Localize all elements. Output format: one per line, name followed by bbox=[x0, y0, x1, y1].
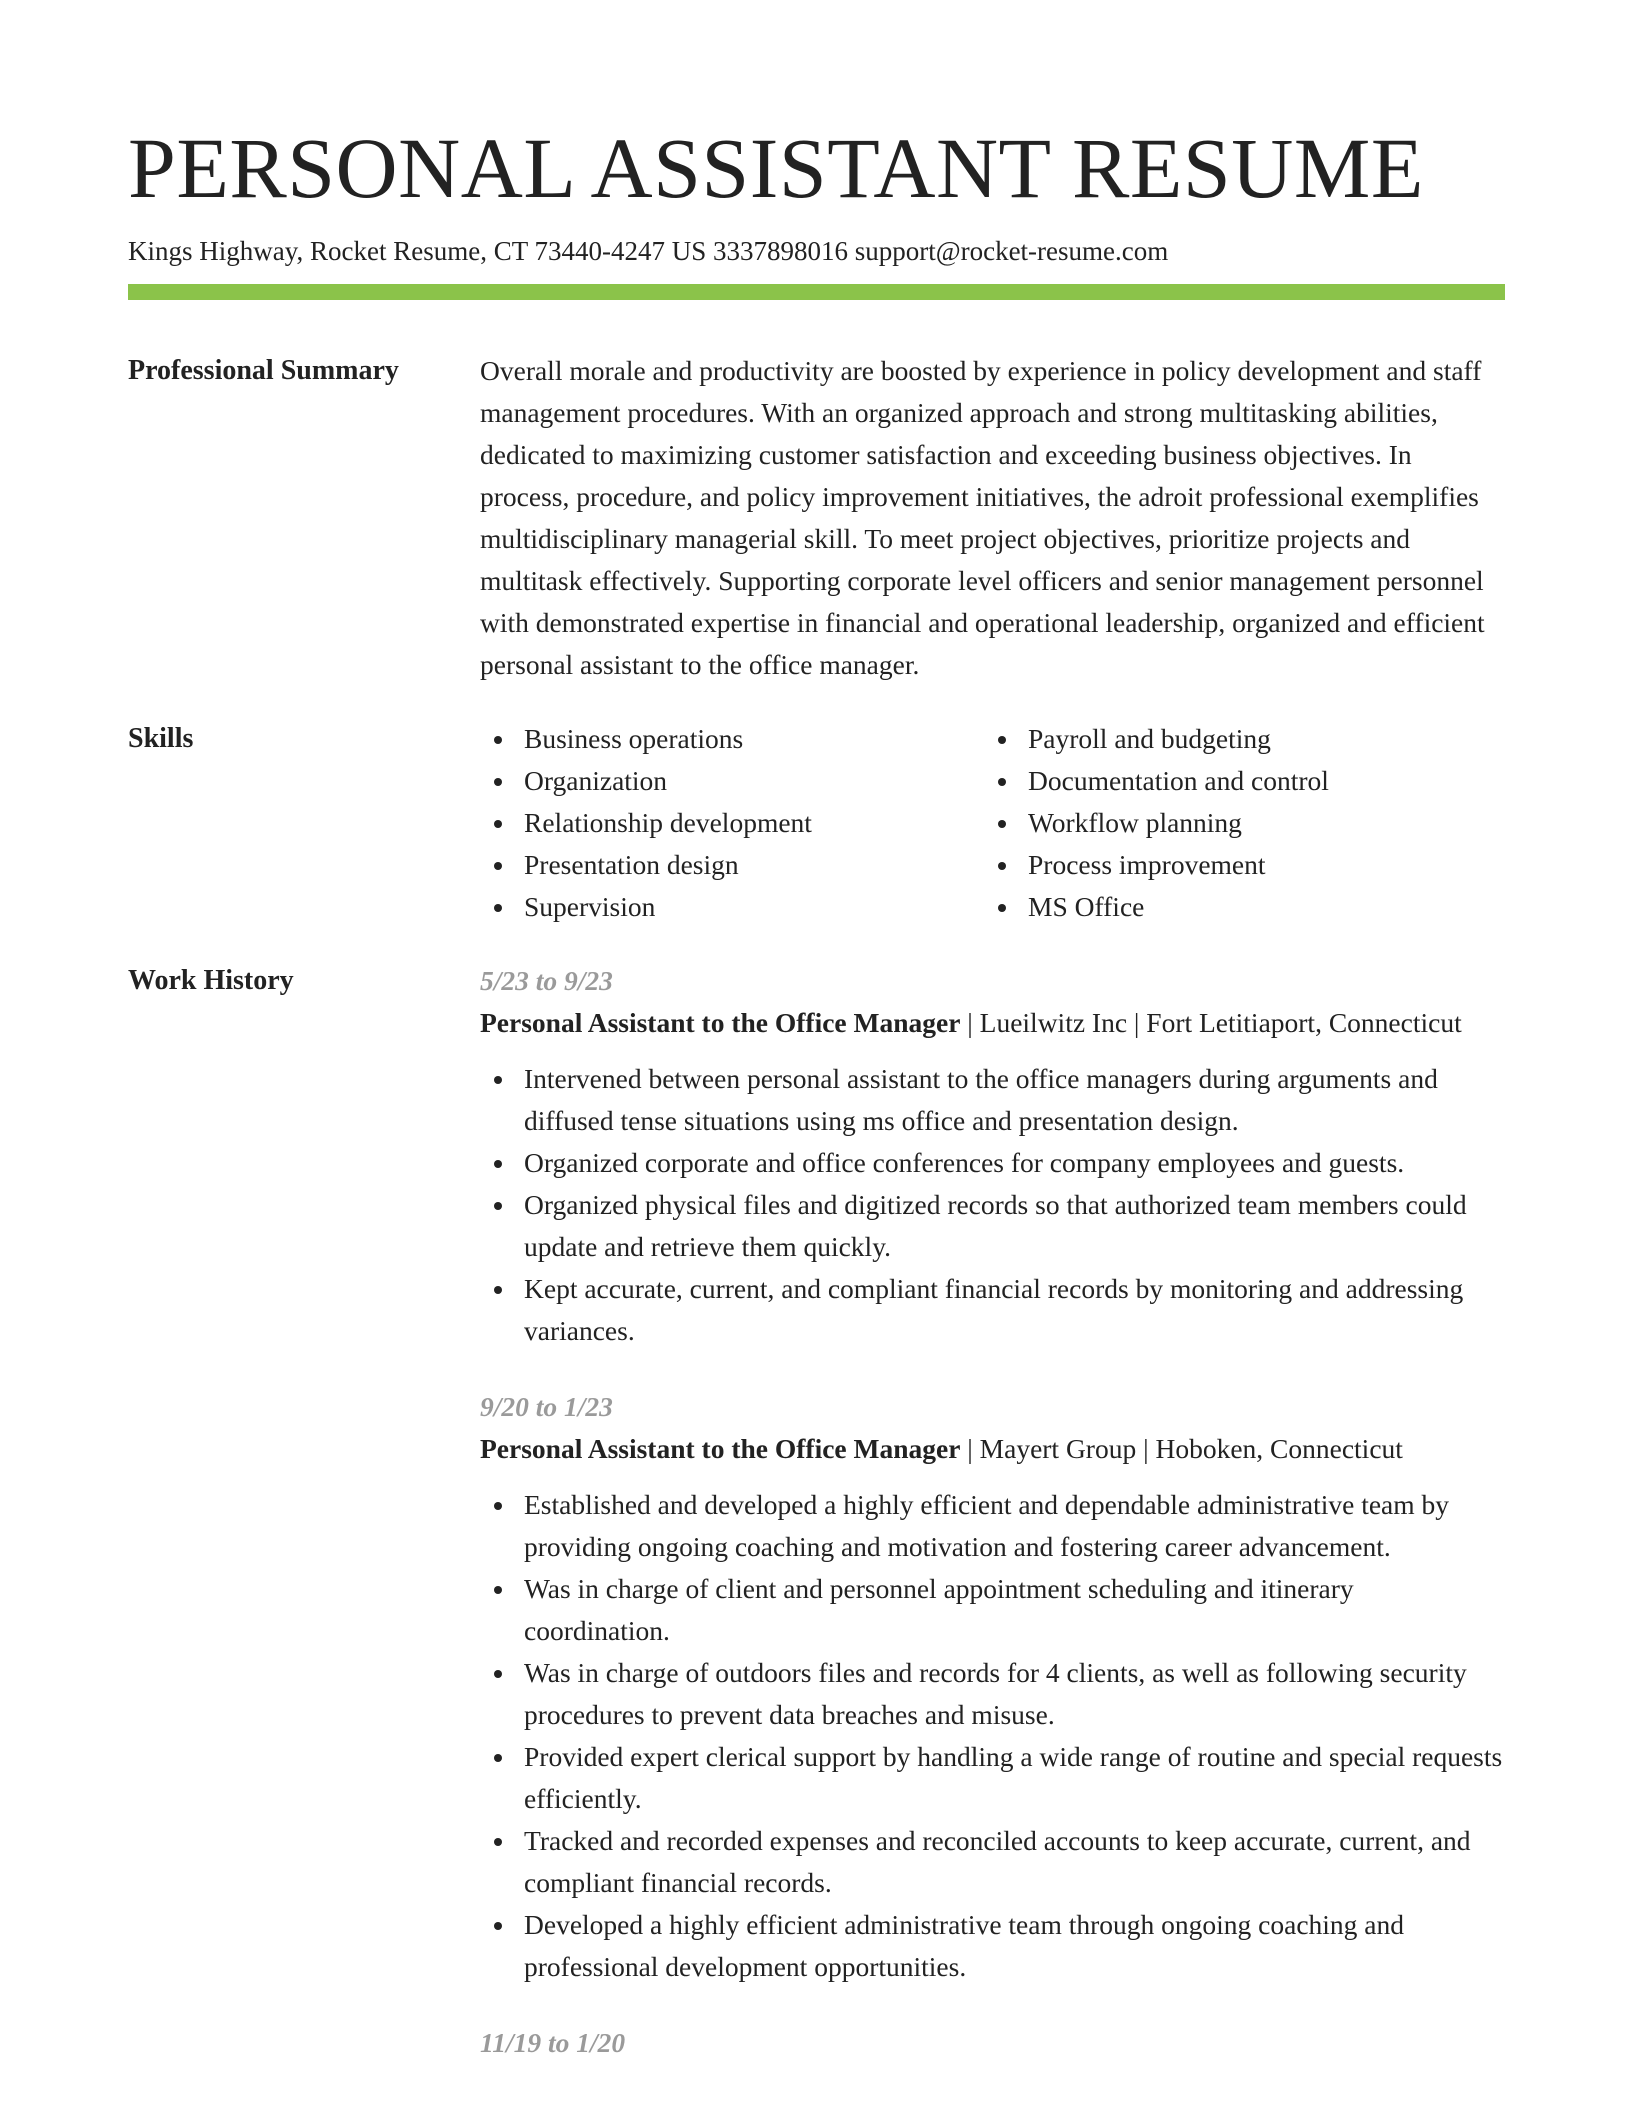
job-entry bbox=[480, 960, 1505, 1352]
contact-line bbox=[128, 234, 1505, 268]
job-duty: Intervened between personal assistant to the office managers during arguments and diffused tense situations using ms office and presentation design. bbox=[480, 1058, 1505, 1142]
contact-email: support@rocket-resume.com bbox=[854, 236, 1169, 266]
job-duty: Tracked and recorded expenses and reconciled accounts to keep accurate, current, and compliant financial records. bbox=[480, 1820, 1505, 1904]
skills-section bbox=[128, 718, 1505, 928]
job-duty: Organized corporate and office conferences for company employees and guests. bbox=[480, 1142, 1505, 1184]
skill-item: Workflow planning bbox=[984, 802, 1505, 844]
job-duties bbox=[480, 1484, 1505, 1988]
job-duty: Was in charge of client and personnel appointment scheduling and itinerary coordination. bbox=[480, 1568, 1505, 1652]
skill-item: MS Office bbox=[984, 886, 1505, 928]
summary-heading: Professional Summary bbox=[128, 355, 399, 386]
contact-phone: 3337898016 bbox=[712, 236, 848, 266]
summary-body bbox=[480, 350, 1505, 686]
job-details: | Mayert Group | Hoboken, Connecticut bbox=[960, 1433, 1403, 1464]
skill-item: Presentation design bbox=[480, 844, 984, 886]
skill-item: Supervision bbox=[480, 886, 984, 928]
skills-grid bbox=[480, 718, 1505, 928]
job-duty: Was in charge of outdoors files and records for 4 clients, as well as following security procedures to prevent data breaches and misuse. bbox=[480, 1652, 1505, 1736]
job-details: | Lueilwitz Inc | Fort Letitiaport, Connecticut bbox=[960, 1007, 1462, 1038]
summary-text: Overall morale and productivity are boosted by experience in policy development and staff management procedures. With an organized approach and strong multitasking abilities, dedicated to maximizing customer satisfaction and exceeding business objectives. In process, procedure, and policy improvement initiatives, the adroit professional exemplifies multidisciplinary managerial skill. To meet project objectives, prioritize projects and multitask effectively. Supporting corporate level officers and senior management personnel with demonstrated expertise in financial and operational leadership, organized and efficient personal assistant to the office manager. bbox=[480, 355, 1485, 680]
job-dates: 5/23 to 9/23 bbox=[480, 965, 613, 996]
work-history-heading: Work History bbox=[128, 965, 294, 996]
resume-title: PERSONAL ASSISTANT RESUME bbox=[128, 120, 1424, 216]
job-duties bbox=[480, 1058, 1505, 1352]
accent-divider bbox=[128, 284, 1505, 300]
skill-item: Process improvement bbox=[984, 844, 1505, 886]
job-duty: Established and developed a highly efficient and dependable administrative team by providing ongoing coaching and motivation and fostering career advancement. bbox=[480, 1484, 1505, 1568]
job-heading bbox=[480, 1428, 1505, 1470]
summary-section bbox=[128, 350, 1505, 686]
skills-body bbox=[480, 718, 1505, 928]
skills-heading: Skills bbox=[128, 723, 194, 754]
resume-page bbox=[128, 118, 1505, 2098]
job-title: Personal Assistant to the Office Manager bbox=[480, 1007, 961, 1038]
skill-item: Business operations bbox=[480, 718, 984, 760]
job-title: Personal Assistant to the Office Manager bbox=[480, 1433, 961, 1464]
work-history-section bbox=[128, 960, 1505, 2098]
skill-item: Relationship development bbox=[480, 802, 984, 844]
contact-address: Kings Highway, Rocket Resume, CT 73440-4247 US bbox=[128, 236, 707, 266]
job-duty: Developed a highly efficient administrative team through ongoing coaching and professional development opportunities. bbox=[480, 1904, 1505, 1988]
skill-item: Organization bbox=[480, 760, 984, 802]
skill-item: Documentation and control bbox=[984, 760, 1505, 802]
job-duty: Provided expert clerical support by handling a wide range of routine and special requests efficiently. bbox=[480, 1736, 1505, 1820]
job-entry bbox=[480, 1386, 1505, 1988]
job-duty: Organized physical files and digitized records so that authorized team members could update and retrieve them quickly. bbox=[480, 1184, 1505, 1268]
job-dates: 11/19 to 1/20 bbox=[480, 2027, 626, 2058]
job-entry bbox=[480, 2022, 1505, 2064]
skills-column-left bbox=[480, 718, 984, 928]
job-heading bbox=[480, 1002, 1505, 1044]
skills-column-right bbox=[984, 718, 1505, 928]
job-duty: Kept accurate, current, and compliant financial records by monitoring and addressing variances. bbox=[480, 1268, 1505, 1352]
job-dates: 9/20 to 1/23 bbox=[480, 1391, 613, 1422]
skill-item: Payroll and budgeting bbox=[984, 718, 1505, 760]
work-history-body bbox=[480, 960, 1505, 2098]
